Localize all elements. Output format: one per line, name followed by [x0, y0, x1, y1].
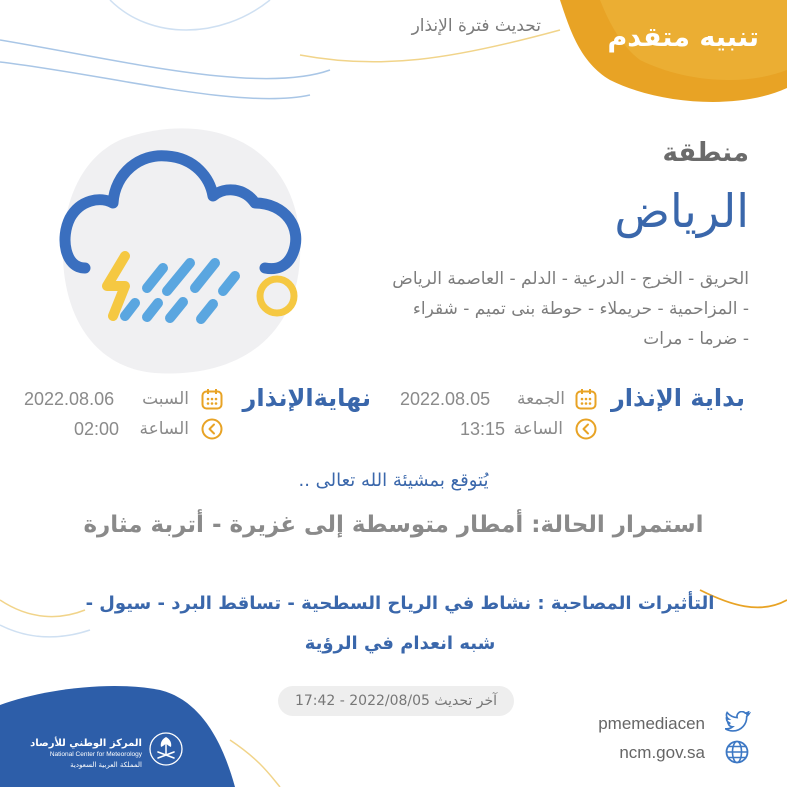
ncm-country: المملكة العربية السعودية	[70, 761, 142, 769]
ncm-name-arabic: المركز الوطني للأرصاد	[30, 738, 142, 749]
region-name: الرياض	[614, 184, 749, 238]
expectation-text: يُتوقع بمشيئة الله تعالى ..	[298, 470, 489, 491]
areas-line: - المزاحمية - حريملاء - حوطة بنى تميم - شقراء	[412, 299, 749, 319]
end-time-label: الساعة	[139, 419, 189, 439]
areas-line: - ضرما - مرات	[643, 329, 749, 349]
ncm-name-block	[22, 738, 142, 770]
effects-line: شبه انعدام في الرؤية	[304, 633, 496, 654]
alert-level-badge: تنبيه متقدم	[607, 22, 759, 53]
saudi-emblem-icon	[148, 728, 184, 772]
end-day: السبت	[142, 389, 189, 409]
region-label: منطقة	[662, 138, 749, 168]
last-update-pill: آخر تحديث 2022/08/05 - 17:42	[278, 686, 514, 716]
alert-start-title: بداية الإنذار	[610, 384, 745, 412]
effects-line: التأثيرات المصاحبة : نشاط في الرياح السطحية - تساقط البرد - سيول -	[85, 593, 715, 614]
update-period-title: تحديث فترة الإنذار	[411, 16, 541, 36]
end-time: 02:00	[74, 419, 120, 439]
start-time-label: الساعة	[513, 419, 563, 439]
start-day: الجمعة	[516, 389, 565, 409]
ncm-name-english: National Center for Meteorology	[49, 751, 142, 758]
start-date: 2022.08.05	[400, 389, 491, 409]
end-date: 2022.08.06	[24, 389, 115, 409]
website-link[interactable]: ncm.gov.sa	[619, 743, 705, 762]
twitter-handle[interactable]: pmemediacen	[598, 714, 705, 733]
areas-line: الحريق - الخرج - الدرعية - الدلم - العاصمة الرياض	[392, 269, 749, 289]
start-time: 13:15	[460, 419, 506, 439]
condition-text: استمرار الحالة: أمطار متوسطة إلى غزيرة - أتربة مثارة	[83, 512, 704, 538]
alert-end-title: نهايةالإنذار	[242, 384, 371, 412]
